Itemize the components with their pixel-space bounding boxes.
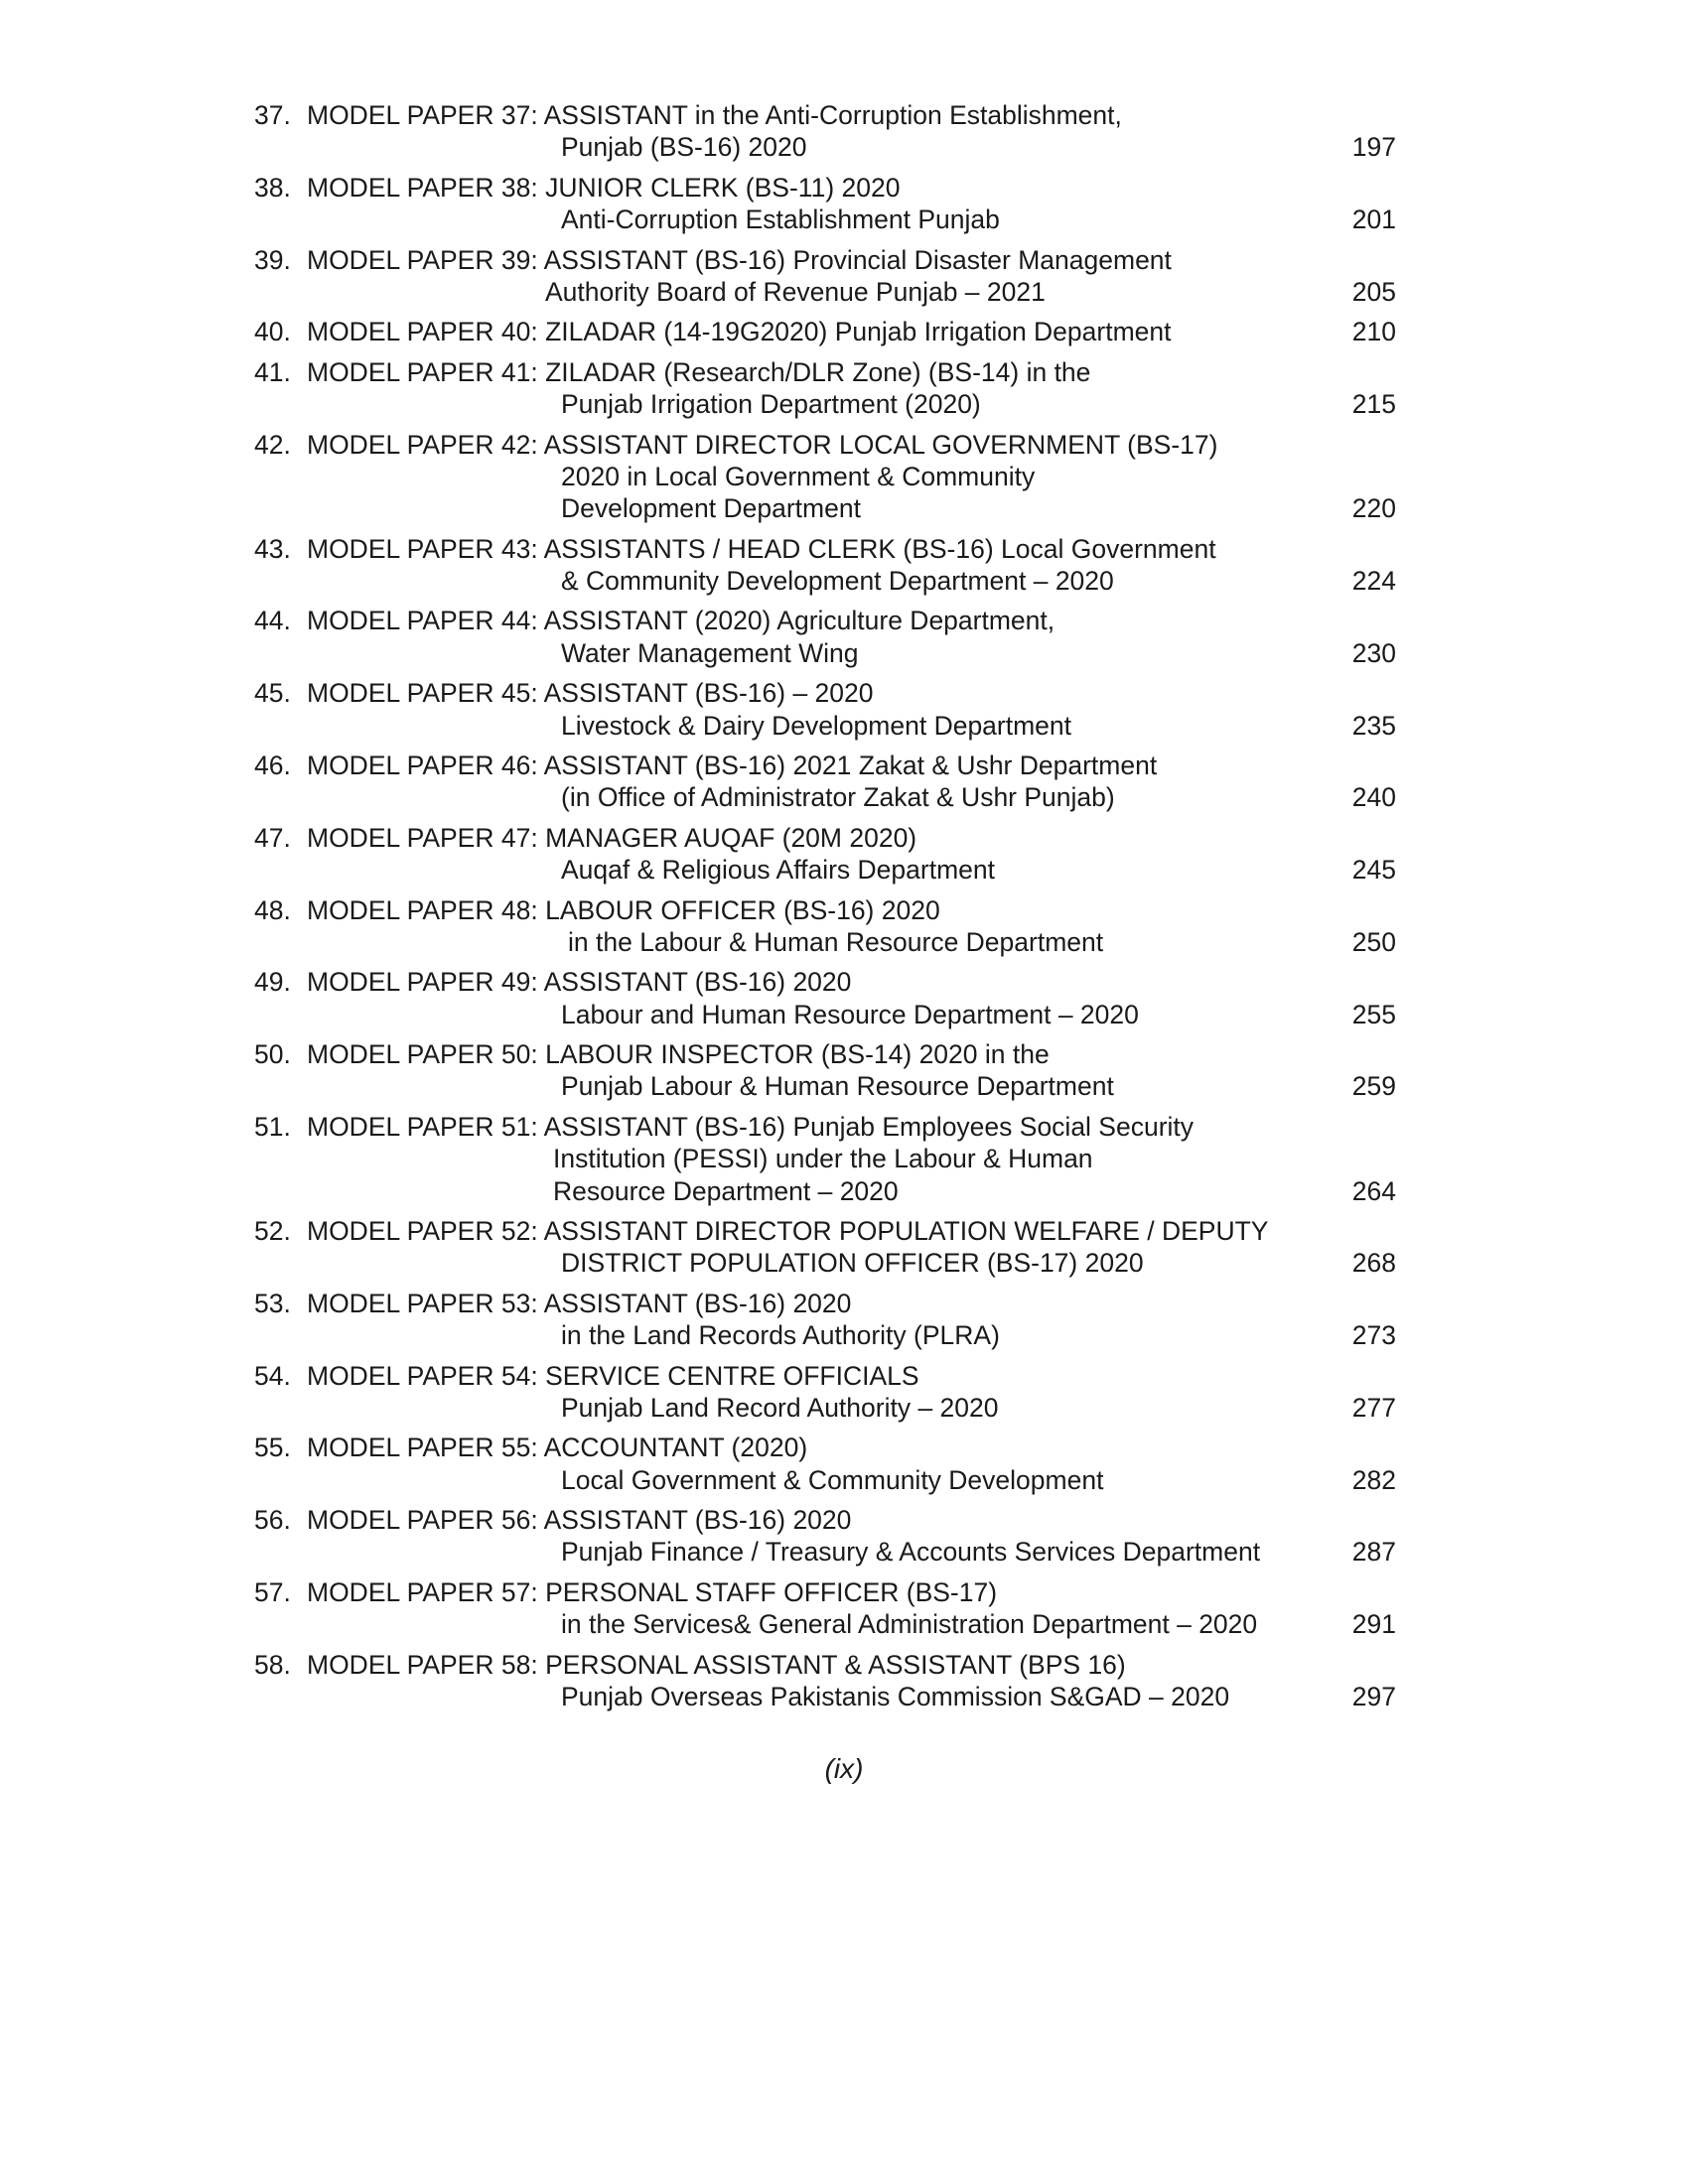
toc-entry-page-number: 235 (1351, 710, 1396, 741)
toc-entry[interactable] (254, 1038, 1396, 1103)
toc-entry-page-number: 255 (1351, 999, 1396, 1029)
toc-entry-heading: MODEL PAPER 54: (307, 1360, 538, 1391)
toc-entry-number: 51. (254, 1111, 291, 1142)
toc-entry-heading: MODEL PAPER 46: (307, 751, 538, 781)
toc-entry-heading: MODEL PAPER 42: (307, 429, 538, 460)
toc-entry-heading: MODEL PAPER 57: (307, 1576, 538, 1607)
toc-entry[interactable] (254, 1576, 1396, 1641)
toc-entry-page-number: 297 (1351, 1682, 1396, 1711)
toc-entry-number: 43. (254, 533, 291, 564)
toc-entry-heading: MODEL PAPER 37: (307, 100, 538, 130)
toc-entry-first-line (254, 99, 1396, 131)
toc-entry-number: 53. (254, 1288, 291, 1318)
toc-entry-page-number: 224 (1351, 565, 1396, 596)
toc-entry-page-number: 273 (1351, 1320, 1396, 1351)
toc-entry-heading: MODEL PAPER 39: (307, 244, 538, 275)
toc-entry-title: LABOUR INSPECTOR (BS-14) 2020 in the (545, 1039, 1050, 1070)
toc-entry-continuation: Punjab (BS-16) 2020 (561, 132, 807, 163)
toc-entry-title: ASSISTANT in the Anti-Corruption Establishment, (543, 100, 1122, 130)
toc-entry-continuation: DISTRICT POPULATION OFFICER (BS-17) 2020 (561, 1248, 1144, 1279)
toc-entry[interactable] (254, 99, 1396, 164)
toc-entry-number: 55. (254, 1433, 291, 1463)
toc-entry-first-line (254, 750, 1396, 781)
toc-entry-first-line (254, 894, 1396, 926)
toc-entry-page-number: 291 (1351, 1609, 1396, 1640)
toc-entry[interactable] (254, 822, 1396, 887)
toc-entry[interactable] (254, 1504, 1396, 1569)
toc-entry-number: 48. (254, 894, 291, 925)
toc-entry-first-line (254, 1576, 1396, 1608)
page-number-footer: (ix) (824, 1753, 864, 1784)
toc-entry-continuation: Resource Department – 2020 (553, 1175, 899, 1206)
toc-entry-first-line (254, 172, 1396, 204)
toc-entry-heading: MODEL PAPER 41: (307, 356, 538, 387)
toc-entry-heading: MODEL PAPER 53: (307, 1288, 538, 1318)
toc-entry-first-line (254, 1111, 1396, 1143)
toc-entry-number: 54. (254, 1360, 291, 1391)
toc-entry-number: 49. (254, 967, 291, 998)
toc-entry-title: ASSISTANTS / HEAD CLERK (BS-16) Local Government (543, 533, 1216, 564)
toc-entry-continuation: Water Management Wing (561, 637, 859, 668)
toc-entry[interactable] (254, 429, 1396, 525)
toc-entry-number: 39. (254, 244, 291, 275)
table-of-contents (254, 99, 1396, 1720)
toc-entry-page-number: 240 (1351, 782, 1396, 813)
toc-entry-continuation: Labour and Human Resource Department – 2020 (561, 999, 1139, 1029)
toc-entry-continuation: in the Labour & Human Resource Department (568, 926, 1104, 957)
toc-entry[interactable] (254, 1360, 1396, 1425)
toc-entry[interactable] (254, 1649, 1396, 1713)
toc-entry-continuation: Punjab Overseas Pakistanis Commission S&GAD – 2020 (561, 1682, 1230, 1711)
toc-entry[interactable] (254, 605, 1396, 669)
toc-entry-title: MANAGER AUQAF (20M 2020) (545, 822, 917, 853)
toc-entry[interactable] (254, 316, 1396, 347)
toc-entry-first-line (254, 316, 1396, 347)
toc-entry-page-number: 201 (1351, 205, 1396, 235)
toc-entry-title: ASSISTANT (2020) Agriculture Department, (543, 606, 1055, 636)
toc-entry-heading: MODEL PAPER 52: (307, 1216, 538, 1247)
toc-entry-heading: MODEL PAPER 48: (307, 894, 538, 925)
toc-entry-first-line (254, 1432, 1396, 1463)
toc-entry-first-line (254, 1038, 1396, 1070)
toc-entry[interactable] (254, 1111, 1396, 1207)
toc-entry-continuation: Anti-Corruption Establishment Punjab (561, 205, 1000, 235)
toc-entry-page-number: 245 (1351, 855, 1396, 886)
toc-entry-continuation: Development Department (561, 493, 861, 524)
toc-entry[interactable] (254, 1432, 1396, 1496)
toc-entry-page-number: 210 (1351, 317, 1396, 347)
toc-entry-number: 58. (254, 1649, 291, 1680)
toc-entry[interactable] (254, 172, 1396, 236)
toc-entry-title: ASSISTANT DIRECTOR POPULATION WELFARE / DEPUTY (543, 1216, 1269, 1247)
toc-entry[interactable] (254, 356, 1396, 421)
toc-entry-first-line (254, 1215, 1396, 1247)
toc-entry[interactable] (254, 677, 1396, 742)
toc-entry[interactable] (254, 894, 1396, 959)
toc-entry-heading: MODEL PAPER 58: (307, 1649, 538, 1680)
toc-entry-page-number: 268 (1351, 1248, 1396, 1279)
toc-entry-heading: MODEL PAPER 50: (307, 1039, 538, 1070)
toc-entry-number: 47. (254, 822, 291, 853)
toc-entry-number: 41. (254, 356, 291, 387)
toc-entry-first-line (254, 822, 1396, 854)
toc-entry-number: 56. (254, 1505, 291, 1536)
toc-entry-heading: MODEL PAPER 51: (307, 1111, 538, 1142)
toc-entry-title: ASSISTANT (BS-16) Provincial Disaster Management (543, 244, 1172, 275)
toc-entry-first-line (254, 1360, 1396, 1392)
toc-entry-title: ASSISTANT DIRECTOR LOCAL GOVERNMENT (BS-17) (543, 429, 1218, 460)
toc-entry-continuation: Auqaf & Religious Affairs Department (561, 855, 995, 886)
toc-entry-continuation: Local Government & Community Development (561, 1464, 1104, 1495)
toc-entry-first-line (254, 356, 1396, 388)
toc-entry-title: ASSISTANT (BS-16) 2020 (543, 1288, 852, 1318)
toc-entry-first-line (254, 1649, 1396, 1681)
toc-entry-first-line (254, 1288, 1396, 1319)
toc-entry-page-number: 197 (1351, 132, 1396, 163)
toc-entry-continuation: Punjab Labour & Human Resource Department (561, 1071, 1114, 1102)
toc-entry-page-number: 205 (1351, 276, 1396, 307)
toc-entry-continuation: in the Land Records Authority (PLRA) (561, 1320, 1000, 1351)
toc-entry-continuation: & Community Development Department – 2020 (561, 565, 1114, 596)
toc-entry[interactable] (254, 1288, 1396, 1352)
toc-entry-page-number: 215 (1351, 389, 1396, 420)
toc-entry-title: JUNIOR CLERK (BS-11) 2020 (545, 172, 901, 203)
toc-entry-first-line (254, 1504, 1396, 1536)
toc-entry-first-line (254, 244, 1396, 276)
toc-entry[interactable] (254, 750, 1396, 814)
toc-entry-page-number: 250 (1351, 926, 1396, 957)
toc-entry-number: 50. (254, 1039, 291, 1070)
toc-entry-number: 52. (254, 1216, 291, 1247)
toc-entry-heading: MODEL PAPER 45: (307, 678, 538, 709)
toc-entry-title: LABOUR OFFICER (BS-16) 2020 (545, 894, 940, 925)
toc-entry-continuation: Authority Board of Revenue Punjab – 2021 (545, 276, 1046, 307)
toc-entry-number: 38. (254, 172, 291, 203)
toc-entry-continuation: (in Office of Administrator Zakat & Ushr Punjab) (561, 782, 1115, 813)
toc-entry-title: ZILADAR (Research/DLR Zone) (BS-14) in the (545, 356, 1091, 387)
toc-entry-title: ASSISTANT (BS-16) Punjab Employees Social Security (543, 1111, 1195, 1142)
toc-entry-page-number: 220 (1351, 493, 1396, 524)
toc-entry-title: ASSISTANT (BS-16) 2020 (543, 1505, 852, 1536)
toc-entry-title: ZILADAR (14-19G2020) Punjab Irrigation Department (545, 317, 1172, 347)
toc-entry-title: ASSISTANT (BS-16) 2020 (543, 967, 852, 998)
toc-entry-first-line (254, 429, 1396, 461)
toc-entry[interactable] (254, 1215, 1396, 1280)
toc-entry-title: ASSISTANT (BS-16) – 2020 (543, 678, 874, 709)
toc-entry-continuation: 2020 in Local Government & Community (561, 461, 1036, 491)
toc-entry-heading: MODEL PAPER 43: (307, 533, 538, 564)
toc-entry-heading: MODEL PAPER 40: (307, 317, 538, 347)
toc-entry[interactable] (254, 966, 1396, 1030)
toc-entry-page-number: 259 (1351, 1071, 1396, 1102)
toc-entry-continuation: in the Services& General Administration Department – 2020 (561, 1609, 1258, 1640)
toc-entry-page-number: 277 (1351, 1392, 1396, 1423)
toc-entry-title: ASSISTANT (BS-16) 2021 Zakat & Ushr Department (543, 751, 1158, 781)
toc-entry-heading: MODEL PAPER 56: (307, 1505, 538, 1536)
toc-entry-number: 46. (254, 751, 291, 781)
toc-entry-title: PERSONAL ASSISTANT & ASSISTANT (BPS 16) (545, 1649, 1126, 1680)
toc-entry-continuation: Punjab Land Record Authority – 2020 (561, 1392, 999, 1423)
toc-entry-heading: MODEL PAPER 38: (307, 172, 538, 203)
toc-entry-continuation: Livestock & Dairy Development Department (561, 710, 1072, 741)
toc-entry-heading: MODEL PAPER 55: (307, 1433, 538, 1463)
toc-entry-number: 40. (254, 317, 291, 347)
toc-entry-page-number: 287 (1351, 1537, 1396, 1568)
toc-entry-heading: MODEL PAPER 47: (307, 822, 538, 853)
toc-entry-number: 45. (254, 678, 291, 709)
toc-entry-first-line (254, 966, 1396, 998)
toc-entry[interactable] (254, 244, 1396, 309)
toc-entry-title: ACCOUNTANT (2020) (543, 1433, 808, 1463)
toc-entry-continuation: Punjab Irrigation Department (2020) (561, 389, 981, 420)
toc-entry-first-line (254, 677, 1396, 709)
toc-entry-heading: MODEL PAPER 49: (307, 967, 538, 998)
toc-entry-first-line (254, 605, 1396, 636)
toc-entry-heading: MODEL PAPER 44: (307, 606, 538, 636)
toc-entry-page-number: 230 (1351, 637, 1396, 668)
toc-entry-title: PERSONAL STAFF OFFICER (BS-17) (545, 1576, 998, 1607)
toc-entry-continuation: Institution (PESSI) under the Labour & Human (553, 1144, 1093, 1174)
toc-entry[interactable] (254, 533, 1396, 598)
toc-entry-number: 57. (254, 1576, 291, 1607)
toc-entry-number: 44. (254, 606, 291, 636)
toc-entry-continuation: Punjab Finance / Treasury & Accounts Services Department (561, 1537, 1261, 1568)
toc-entry-first-line (254, 533, 1396, 565)
toc-entry-number: 42. (254, 429, 291, 460)
toc-entry-page-number: 264 (1351, 1175, 1396, 1206)
toc-entry-page-number: 282 (1351, 1464, 1396, 1495)
toc-entry-number: 37. (254, 100, 291, 130)
toc-entry-title: SERVICE CENTRE OFFICIALS (545, 1360, 919, 1391)
